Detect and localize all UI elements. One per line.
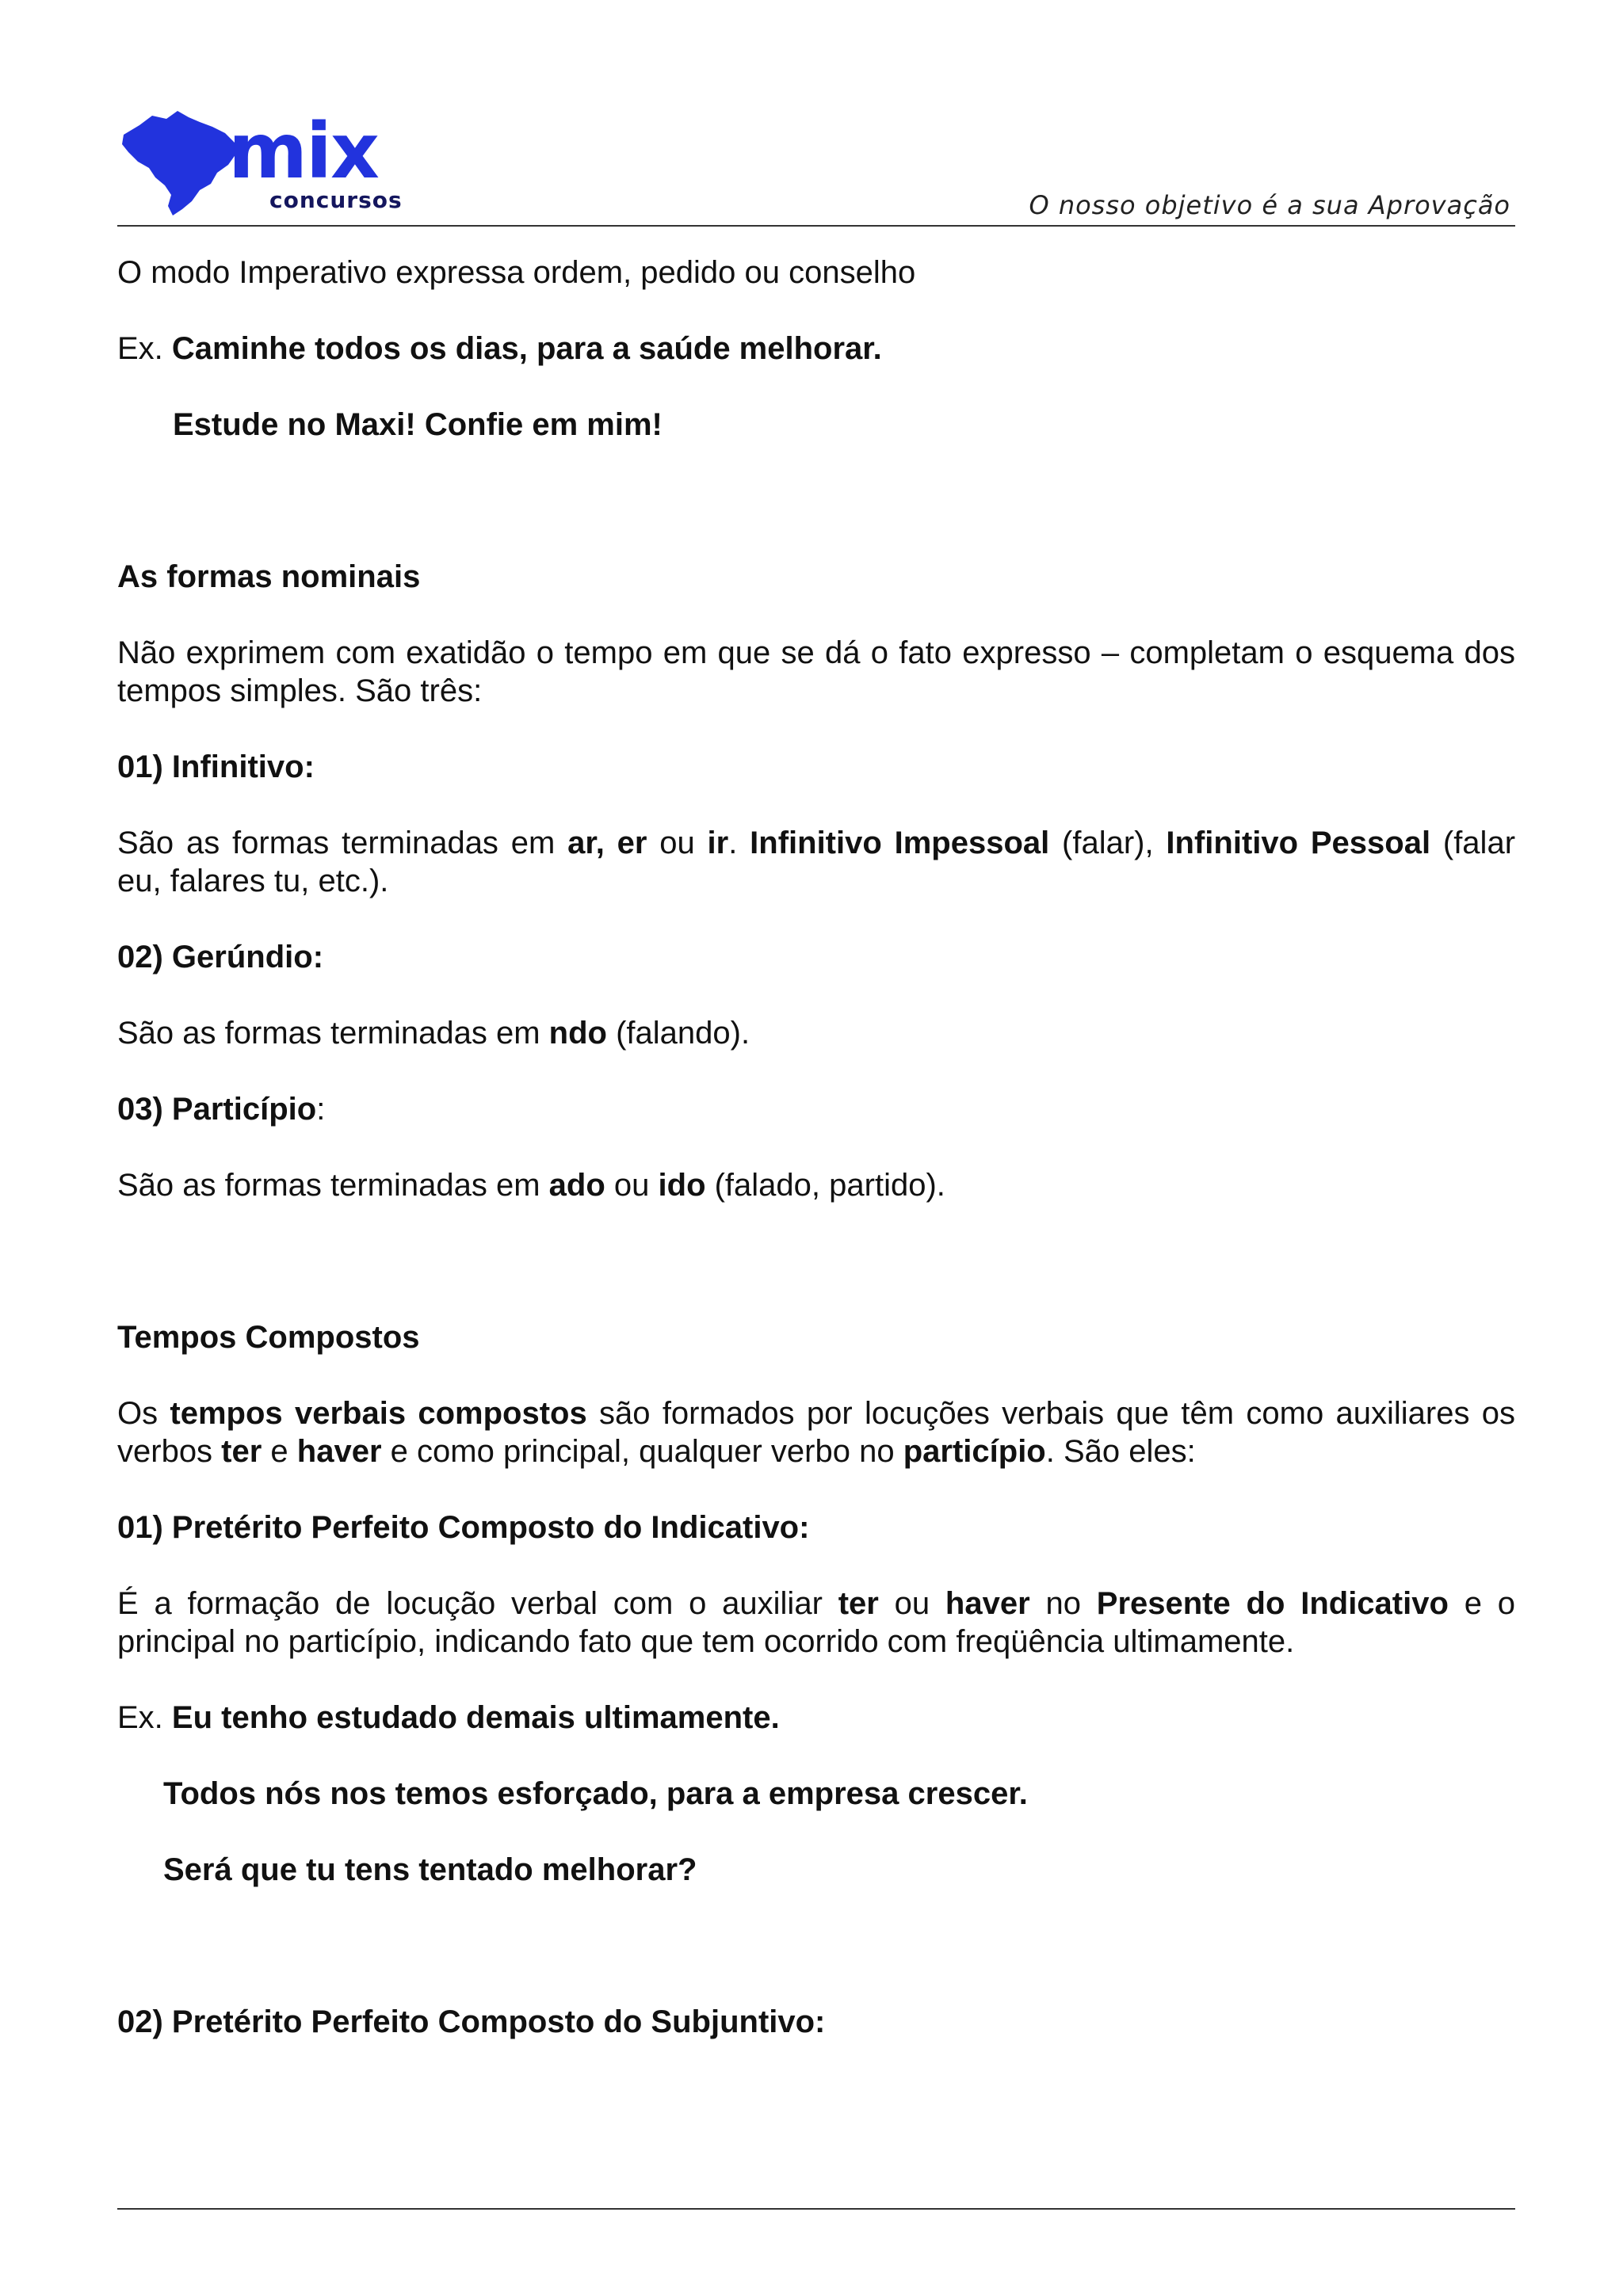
ppc-indicativo-title: 01) Pretérito Perfeito Composto do Indicativo: [117, 1510, 810, 1545]
logo-word: mix [228, 107, 378, 196]
participio-paragraph: São as formas terminadas em ado ou ido (falado, partido). [117, 1168, 945, 1203]
compostos-example-1: Ex. Eu tenho estudado demais ultimamente. [117, 1700, 780, 1735]
section-title-formas-nominais: As formas nominais [117, 559, 421, 594]
infinitivo-title: 01) Infinitivo: [117, 749, 315, 784]
participio-title: 03) Particípio: [117, 1092, 326, 1127]
ppc-indicativo-paragraph: É a formação de locução verbal com o auxiliar ter ou haver no Presente do Indicativo e o principal no particípio, indicando fato que tem ocorrido com freqüência ultimamente. [117, 1586, 1516, 1659]
header-tagline: O nosso objetivo é a sua Aprovação [1029, 190, 1510, 220]
spacer [117, 1927, 1515, 2003]
compostos-example-2: Todos nós nos temos esforçado, para a empresa crescer. [163, 1776, 1028, 1811]
formas-intro: Não exprimem com exatidão o tempo em que se dá o fato expresso – completam o esquema dos tempos simples. São três: [117, 635, 1515, 708]
compostos-intro: Os tempos verbais compostos são formados por locuções verbais que têm como auxiliares os verbos ter e haver e como principal, qualquer verbo no particípio. São eles: [117, 1396, 1516, 1469]
page-header [117, 95, 1515, 227]
logo-subtitle: concursos [269, 187, 403, 213]
document-body [117, 254, 1515, 2079]
infinitivo-paragraph: São as formas terminadas em ar, er ou ir. Infinitivo Impessoal (falar), Infinitivo Pessoal (falar eu, falares tu, etc.). [117, 826, 1516, 898]
imperativo-example-2: Estude no Maxi! Confie em mim! [173, 407, 663, 442]
header-divider [117, 225, 1515, 227]
brazil-map-icon [117, 101, 418, 220]
spacer [117, 1242, 1515, 1318]
ppc-subjuntivo-title: 02) Pretérito Perfeito Composto do Subjuntivo: [117, 2004, 826, 2039]
spacer [117, 482, 1515, 558]
footer-divider [117, 2208, 1515, 2210]
compostos-example-3: Será que tu tens tentado melhorar? [163, 1852, 697, 1887]
imperativo-intro: O modo Imperativo expressa ordem, pedido ou conselho [117, 255, 916, 290]
gerundio-paragraph: São as formas terminadas em ndo (falando). [117, 1016, 750, 1051]
gerundio-title: 02) Gerúndio: [117, 940, 324, 974]
mix-concursos-logo [117, 101, 418, 220]
section-title-tempos-compostos: Tempos Compostos [117, 1320, 420, 1355]
imperativo-example-1: Ex. Caminhe todos os dias, para a saúde melhorar. [117, 331, 882, 366]
